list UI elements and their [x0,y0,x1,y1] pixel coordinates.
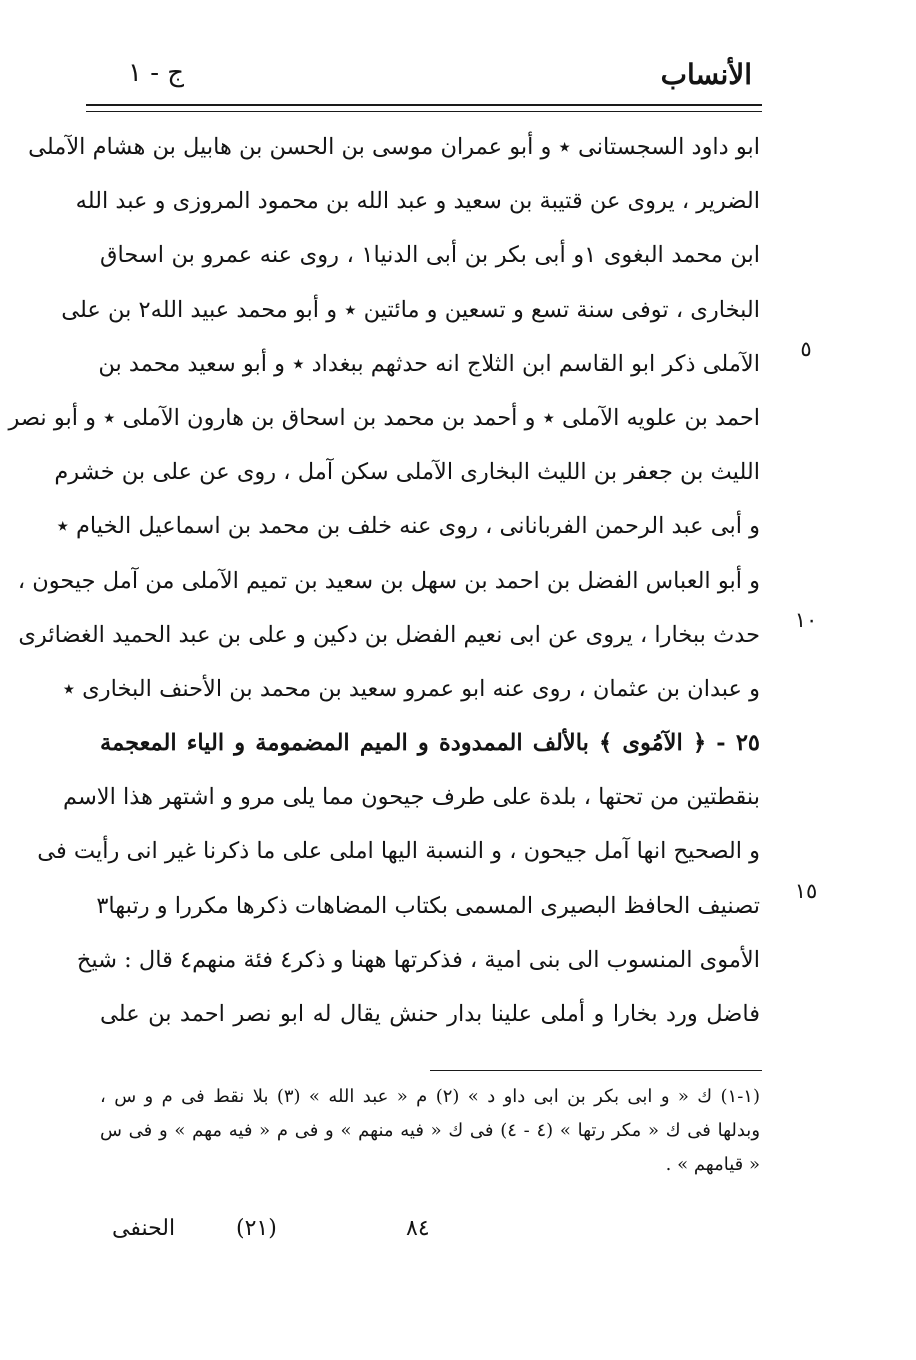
footnote-line-3: « قيامهم » . [665,1154,760,1175]
running-title: الأنساب [660,58,752,91]
footnote-rule [430,1070,762,1071]
signature-mark: (٢١) [236,1216,277,1241]
text-line-8: و أبى عبد الرحمن الفربانانى ، روى عنه خلف بن محمد بن اسماعيل الخيام ٭ [56,513,760,540]
text-line-16: الأموى المنسوب الى بنى امية ، فذكرتها ههنا و ذكر٤ فئة منهم٤ قال : شيخ [76,946,760,973]
volume-label: ج - ١ [128,58,185,88]
text-line-5: الآملى ذكر ابو القاسم ابن الثلاج انه حدثهم ببغداد ٭ و أبو سعيد محمد بن [98,350,760,377]
section-label: الحنفى [112,1216,176,1241]
text-line-15: تصنيف الحافظ البصيرى المسمى بكتاب المضاهات ذكرها مكررا و رتبها٣ [96,892,760,919]
text-line-7: الليث بن جعفر بن الليث البخارى الآملى سكن آمل ، روى عن على بن خشرم [54,459,760,486]
text-line-6: احمد بن علويه الآملى ٭ و أحمد بن محمد بن اسحاق بن هارون الآملى ٭ و أبو نصر [8,404,760,431]
footnotes [100,1080,760,1182]
line-number-15: ١٥ [794,879,818,903]
text-line-9: و أبو العباس الفضل بن احمد بن سهل بن سعيد بن تميم الآملى من آمل جيحون ، [17,567,760,594]
line-number-10: ١٠ [794,608,818,632]
main-text [8,120,760,1041]
text-line-10: حدث ببخارا ، يروى عن ابى نعيم الفضل بن دكين و على بن عبد الحميد الغضائرى [18,621,760,648]
footnote-line-2: وبدلها فى ك « مكر رتها » (٤ - ٤) فى ك « فيه منهم » و فى م « فيه مهم » و فى س [100,1120,761,1141]
text-line-11: و عبدان بن عثمان ، روى عنه ابو عمرو سعيد بن محمد بن الأحنف البخارى ٭ [62,675,760,702]
page-number: ٨٤ [406,1216,430,1241]
page-header [86,52,762,98]
footnote-line-1: (١-١) ك « و ابى بكر بن ابى داو د » (٢) م « عبد الله » (٣) بلا نقط فى م و س ، [100,1086,760,1107]
entry-heading-line: ٢٥ - ﴿ الآمُوى ﴾ بالألف الممدودة و الميم المضمومة و الياء المعجمة [100,730,760,757]
text-line-4: البخارى ، توفى سنة تسع و تسعين و مائتين ٭ و أبو محمد عبيد الله٢ بن على [61,296,760,323]
text-line-17: فاضل ورد بخارا و أملى علينا بدار حنش يقال له ابو نصر احمد بن على [100,1001,760,1027]
header-rule-thick [86,104,762,106]
text-line-14: و الصحيح انها آمل جيحون ، و النسبة اليها املى على ما ذكرنا غير انى رأيت فى [37,838,760,865]
line-number-5: ٥ [800,337,812,361]
text-line-3: ابن محمد البغوى ١و أبى بكر بن أبى الدنيا١ ، روى عنه عمرو بن اسحاق [100,242,760,269]
text-line-13: بنقطتين من تحتها ، بلدة على طرف جيحون مما يلى مرو و اشتهر هذا الاسم [62,784,760,811]
text-line-2: الضرير ، يروى عن قتيبة بن سعيد و عبد الله بن محمود المروزى و عبد الله [75,188,760,215]
header-rule-thin [86,111,762,112]
text-line-1: ابو داود السجستانى ٭ و أبو عمران موسى بن الحسن بن هابيل بن هشام الآملى [28,134,760,160]
